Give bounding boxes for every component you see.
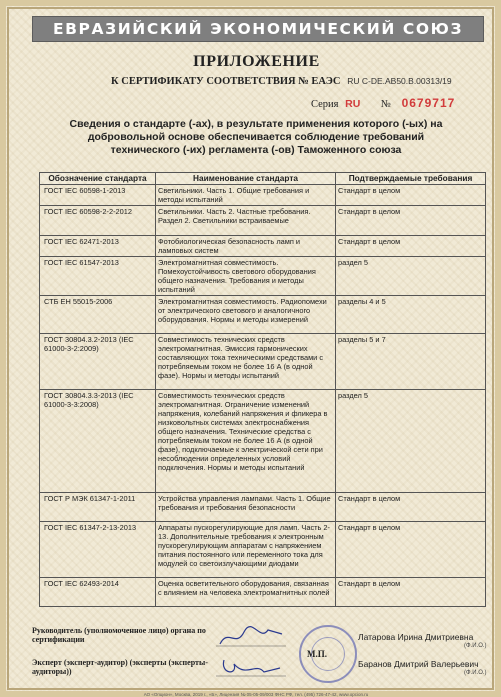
- certificate-number: RU C-DE.AB50.B.00313/19: [347, 76, 452, 86]
- standard-requirements: Стандарт в целом: [336, 185, 486, 206]
- appendix-title: ПРИЛОЖЕНИЕ: [193, 53, 320, 70]
- printer-footer: АО «Опцион», Москва, 2019 г., «Б», Лицензия № 05-05-09/003 ФНС РФ, тел. (495) 726-47-42, www.opcion.ru: [143, 692, 369, 697]
- standard-code: ГОСТ 30804.3.3-2013 (IEC 61000-3-3:2008): [40, 390, 156, 493]
- standard-requirements: Стандарт в целом: [336, 493, 486, 522]
- intro-text: Сведения о стандарте (-ах), в результате применения которого (-ых) на добровольной основе обеспечивается соблюдение требований технического (-их) регламента (-ов) Таможенного союза: [69, 118, 443, 156]
- table-row: [40, 257, 486, 296]
- standard-name: Светильники. Часть 1. Общие требования и методы испытаний: [156, 185, 336, 206]
- head-signature-caption: [32, 627, 212, 644]
- standard-code: ГОСТ IEC 61547-2013: [40, 257, 156, 296]
- certificate-reference: [111, 76, 501, 87]
- table-row: [40, 390, 486, 493]
- table-row: [40, 236, 486, 257]
- col-header-requirements: Подтверждаемые требования: [336, 173, 486, 185]
- stamp-label: М.П.: [307, 649, 327, 659]
- col-header-code: Обозначение стандарта: [40, 173, 156, 185]
- table-row: [40, 493, 486, 522]
- standards-table: [39, 172, 486, 607]
- series-line: [311, 96, 455, 110]
- standard-requirements: Стандарт в целом: [336, 236, 486, 257]
- expert-role: Эксперт (эксперт-аудитор) (эксперты (эксперты-аудиторы)): [32, 658, 208, 676]
- standard-code: СТБ ЕН 55015-2006: [40, 296, 156, 334]
- series-code: RU: [345, 98, 361, 110]
- series-number: 0679717: [401, 96, 456, 110]
- head-initials-label: (Ф.И.О.): [464, 643, 487, 649]
- expert-signature-caption: [32, 659, 212, 676]
- head-signature-mark: [216, 624, 286, 650]
- standard-name: Электромагнитная совместимость. Помехоустойчивость светового оборудования общего назначения. Требования и методы испытаний: [156, 257, 336, 296]
- table-row: [40, 578, 486, 607]
- standard-code: ГОСТ IEC 62471-2013: [40, 236, 156, 257]
- expert-signature-mark: [216, 654, 286, 680]
- standard-code: ГОСТ 30804.3.2-2013 (IEC 61000-3-2:2009): [40, 334, 156, 390]
- expert-initials-label: (Ф.И.О.): [464, 670, 487, 676]
- standard-requirements: Стандарт в целом: [336, 522, 486, 578]
- certificate-label: К СЕРТИФИКАТУ СООТВЕТСТВИЯ № ЕАЭС: [111, 76, 341, 87]
- table-row: [40, 296, 486, 334]
- table-header-row: [40, 173, 486, 185]
- table-row: [40, 334, 486, 390]
- standard-code: ГОСТ IEC 60598-1-2013: [40, 185, 156, 206]
- standard-name: Электромагнитная совместимость. Радиопомехи от электрического светового и аналогичного оборудования. Нормы и методы измерений: [156, 296, 336, 334]
- series-no-label: №: [380, 99, 391, 110]
- standard-requirements: разделы 4 и 5: [336, 296, 486, 334]
- standard-code: ГОСТ Р МЭК 61347-1-2011: [40, 493, 156, 522]
- standard-code: ГОСТ IEC 62493-2014: [40, 578, 156, 607]
- eaeu-banner: ЕВРАЗИЙСКИЙ ЭКОНОМИЧЕСКИЙ СОЮЗ: [32, 16, 484, 42]
- table-row: [40, 206, 486, 236]
- standard-name: Устройства управления лампами. Часть 1. Общие требования и требования безопасности: [156, 493, 336, 522]
- standard-name: Оценка осветительного оборудования, связанная с влиянием на человека электромагнитных полей: [156, 578, 336, 607]
- standard-name: Светильники. Часть 2. Частные требования. Раздел 2. Светильники встраиваемые: [156, 206, 336, 236]
- series-label: Серия: [311, 99, 339, 110]
- standard-requirements: раздел 5: [336, 257, 486, 296]
- standard-code: ГОСТ IEC 60598-2-2-2012: [40, 206, 156, 236]
- standard-name: Совместимость технических средств электромагнитная. Ограничение изменений напряжения, колебаний напряжения и фликера в низковольтных системах электроснабжения общего назначения. Технические средства с потребляемым током не более 16 А (в одной фазе), подключаемые к электрической сети при несоблюдении определенных условий подключения. Нормы и методы испытаний: [156, 390, 336, 493]
- table-row: [40, 185, 486, 206]
- standard-name: Фотобиологическая безопасность ламп и ламповых систем: [156, 236, 336, 257]
- standard-name: Совместимость технических средств электромагнитная. Эмиссия гармонических составляющих тока техническими средствами с потребляемым током не более 16 А (в одной фазе). Нормы и методы испытаний: [156, 334, 336, 390]
- head-role: Руководитель (уполномоченное лицо) органа по сертификации: [32, 626, 206, 644]
- standard-code: ГОСТ IEC 61347-2-13-2013: [40, 522, 156, 578]
- standard-requirements: Стандарт в целом: [336, 578, 486, 607]
- head-name: Латарова Ирина Дмитриевна: [358, 632, 474, 642]
- expert-name: Баранов Дмитрий Валерьевич: [358, 659, 479, 669]
- standard-name: Аппараты пускорегулирующие для ламп. Часть 2-13. Дополнительные требования к электронным пускорегулирующим аппаратам с напряжением питания постоянного или переменного тока для модулей со светоизлучающими диодами: [156, 522, 336, 578]
- standard-requirements: разделы 5 и 7: [336, 334, 486, 390]
- table-row: [40, 522, 486, 578]
- standard-requirements: Стандарт в целом: [336, 206, 486, 236]
- standard-requirements: раздел 5: [336, 390, 486, 493]
- col-header-name: Наименование стандарта: [156, 173, 336, 185]
